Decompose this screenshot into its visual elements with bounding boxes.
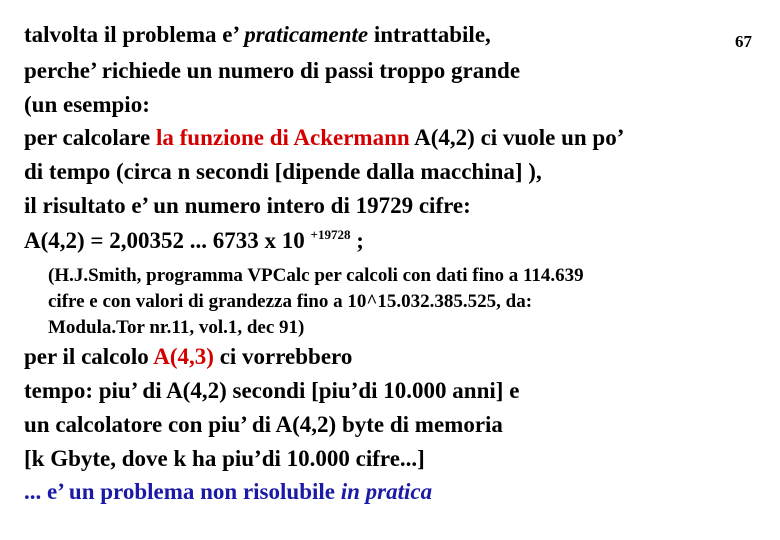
text-line-7: [24, 226, 364, 256]
ackermann-highlight: la funzione di Ackermann: [156, 125, 410, 150]
text-segment: ... e’ un problema non risolubile: [24, 479, 341, 504]
note-line-2: cifre e con valori di grandezza fino a 10^15.032.385.525, da:: [48, 291, 533, 312]
text-segment: ci vorrebbero: [213, 344, 353, 369]
text-line-8: [24, 342, 352, 372]
text-line-2: perche’ richiede un numero di passi troppo grande: [24, 58, 521, 83]
text-line-10: un calcolatore con piu’ di A(4,2) byte di memoria: [24, 412, 503, 437]
a43-highlight: A(4,3): [153, 344, 214, 369]
text-line-6: il risultato e’ un numero intero di 19729 cifre:: [24, 193, 471, 218]
text-segment: per calcolare: [24, 125, 156, 150]
text-line-5: di tempo (circa n secondi [dipende dalla macchina] ),: [24, 159, 542, 184]
text-line-1: [24, 20, 491, 50]
italic-text: in pratica: [340, 479, 433, 504]
text-line-9: tempo: piu’ di A(4,2) secondi [piu’di 10.000 anni] e: [24, 378, 520, 403]
text-line-12: [24, 477, 432, 507]
exponent: +19728: [310, 227, 351, 242]
text-segment: per il calcolo: [24, 344, 154, 369]
page-number: 67: [735, 32, 752, 51]
text-line-4: [24, 123, 624, 153]
text-segment: A(4,2) = 2,00352 ... 6733 x 10: [24, 228, 311, 253]
note-line-3: Modula.Tor nr.11, vol.1, dec 91): [48, 317, 305, 338]
italic-text: praticamente: [244, 22, 369, 47]
note-line-1: (H.J.Smith, programma VPCalc per calcoli con dati fino a 114.639: [48, 265, 584, 286]
text-line-3: (un esempio:: [24, 92, 150, 117]
text-segment: talvolta il problema e’: [24, 22, 245, 47]
text-segment: A(4,2) ci vuole un po’: [409, 125, 625, 150]
text-segment: intrattabile,: [368, 22, 491, 47]
text-line-11: [k Gbyte, dove k ha piu’di 10.000 cifre...]: [24, 446, 425, 471]
text-segment: ;: [350, 228, 364, 253]
